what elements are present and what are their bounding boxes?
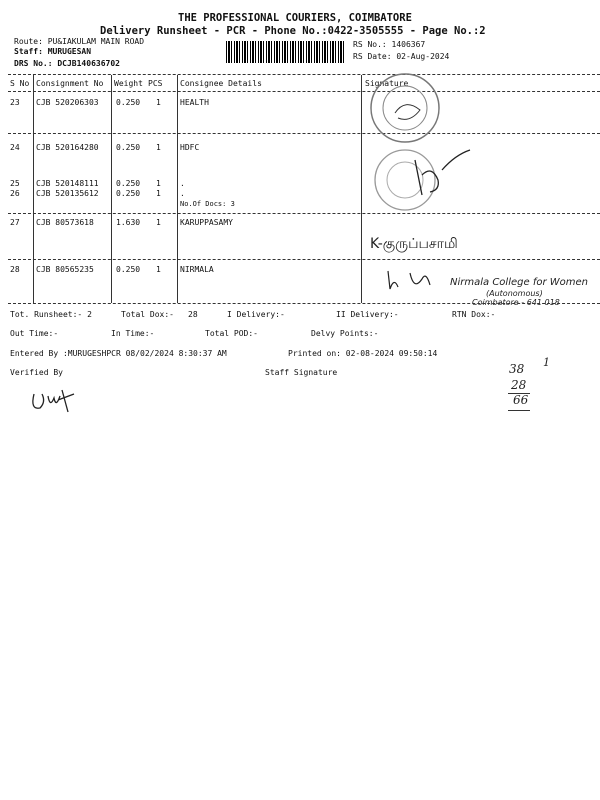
col-consignee: Consignee Details [180,79,262,88]
nirmala-stamp-line2: (Autonomous) [486,289,543,298]
row-consignee: KARUPPASAMY [180,218,233,227]
row-consignee: HDFC [180,143,200,152]
row-pcs: 1 [156,265,161,274]
printed-on: Printed on: 02-08-2024 09:50:14 [288,349,438,358]
route-label: Route: PU&IAKULAM MAIN ROAD [14,37,145,46]
drs-number: DRS No.: DCJB140636702 [14,59,120,68]
circular-stamp [365,68,445,148]
row-sno: 23 [10,98,20,107]
row-weight: 0.250 [116,265,141,274]
rs-number: RS No.: 1406367 [353,40,426,49]
row-sno: 27 [10,218,20,227]
row-sno: 26 [10,189,20,198]
row-pcs: 1 [156,143,161,152]
row-rule [8,259,600,260]
entered-by: Entered By :MURUGESHPCR 08/02/2024 8:30:37 AM [10,349,227,358]
col-weight: Weight [114,79,143,88]
nirmala-stamp-line1: Nirmala College for Women [450,277,588,288]
total-runsheet: Tot. Runsheet:- 2 [10,310,92,319]
row-consignee: NIRMALA [180,265,214,274]
ii-delivery: II Delivery:- [336,310,399,319]
col-divider [111,75,112,303]
row-weight: 0.250 [116,98,141,107]
out-time: Out Time:- [10,329,59,338]
recipient-signature-27: K-குருப்பசாமி [370,236,458,252]
company-name: THE PROFESSIONAL COURIERS, COIMBATORE [178,12,412,24]
row-consignee: . [180,179,185,188]
i-delivery: I Delivery:- [227,310,285,319]
tally-sum: 66 [513,393,529,407]
footer-rule [8,303,600,304]
staff-label: Staff: MURUGESAN [14,47,92,56]
row-consignment: CJB 80573618 [36,218,94,227]
table-header-rule [8,91,600,92]
rs-date: RS Date: 02-Aug-2024 [353,52,450,61]
row-consignee: . [180,189,185,198]
row-consignee: HEALTH [180,98,209,107]
row-pcs: 1 [156,189,161,198]
verified-by: Verified By [10,368,63,377]
barcode [226,41,344,63]
tally-mark: 1 [543,356,550,369]
verifier-signature [28,382,88,417]
staff-signature-label: Staff Signature [265,368,338,377]
row-weight: 0.250 [116,179,141,188]
total-dox-label: Total Dox:- [121,310,174,319]
col-divider [361,75,362,303]
delivery-points: Delvy Points:- [311,329,379,338]
tally-top: 38 [509,362,525,376]
total-dox-value: 28 [188,310,198,319]
runsheet-title: Delivery Runsheet - PCR - Phone No.:0422-3505555 - Page No.:2 [100,25,486,37]
col-divider [33,75,34,303]
row-weight: 1.630 [116,218,141,227]
row-pcs: 1 [156,179,161,188]
docs-count-note: No.Of Docs: 3 [180,200,235,208]
signature-stamp-24-26 [370,140,480,220]
row-consignment: CJB 520135612 [36,189,99,198]
table-top-rule [8,74,600,75]
col-consignment: Consignment No [36,79,104,88]
row-pcs: 1 [156,218,161,227]
row-pcs: 1 [156,98,161,107]
tally-mid: 28 [511,378,527,392]
tally-underline [508,410,530,411]
row-sno: 25 [10,179,20,188]
row-sno: 24 [10,143,20,152]
row-weight: 0.250 [116,143,141,152]
row-rule [8,213,600,214]
col-signature: Signature [365,79,409,88]
row-consignment: CJB 520148111 [36,179,99,188]
col-divider [177,75,178,303]
total-pod: Total POD:- [205,329,258,338]
recipient-signature-28 [384,265,434,295]
col-pcs: PCS [148,79,163,88]
rtn-dox: RTN Dox:- [452,310,496,319]
row-sno: 28 [10,265,20,274]
in-time: In Time:- [111,329,155,338]
row-weight: 0.250 [116,189,141,198]
row-rule [8,133,600,134]
row-consignment: CJB 80565235 [36,265,94,274]
row-consignment: CJB 520206303 [36,98,99,107]
col-sno: S No [10,79,30,88]
nirmala-stamp-line3: Coimbatore - 641 018 [472,298,560,307]
row-consignment: CJB 520164280 [36,143,99,152]
